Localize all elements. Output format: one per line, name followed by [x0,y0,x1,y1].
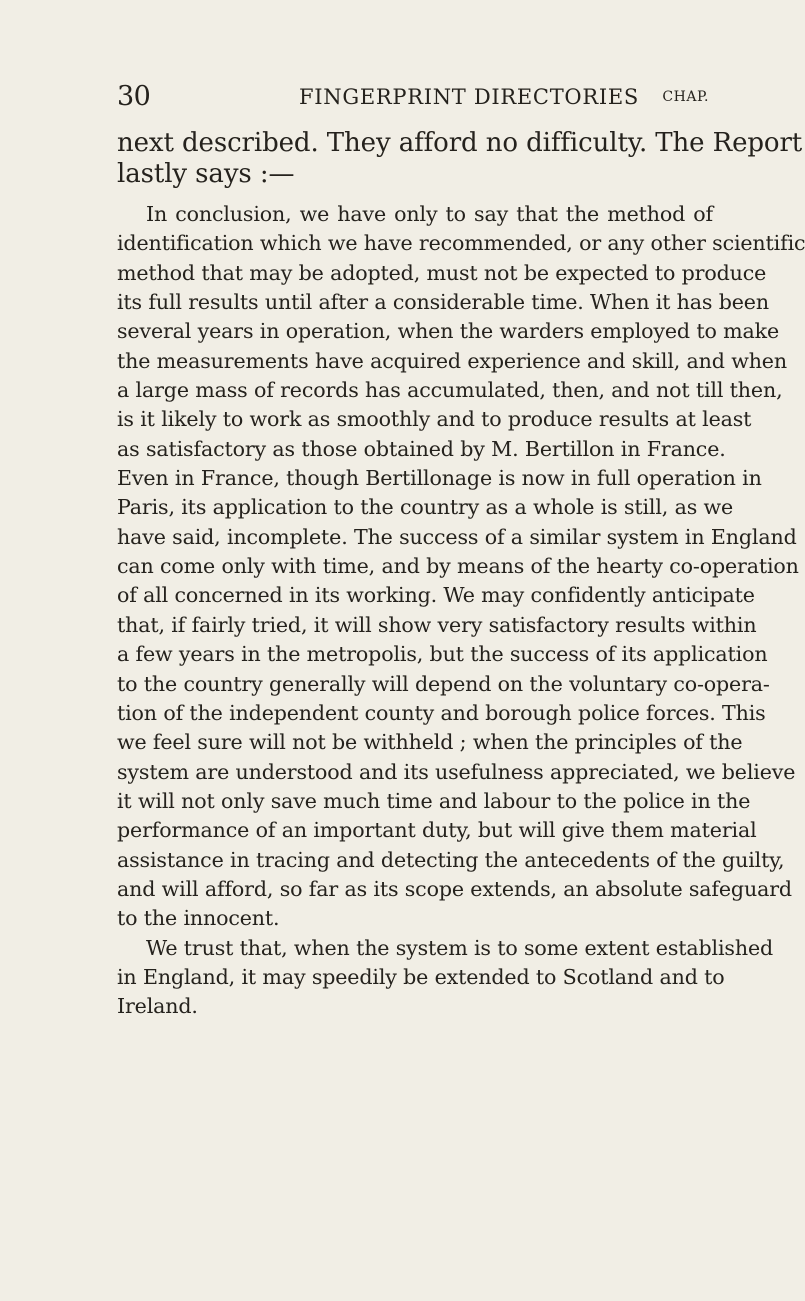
page-number: 30 [117,81,151,112]
quote-line: system are understood and its usefulness appreciated, we believe [117,759,796,784]
quote-line: that, if fairly tried, it will show very satisfactory results within [117,612,757,637]
quote-line: of all concerned in its working. We may confidently anticipate [117,583,755,608]
quote-line: we feel sure will not be withheld ; when the principles of the [117,730,743,755]
quote-line: performance of an important duty, but will give them material [117,818,757,843]
quote-line: can come only with time, and by means of the hearty co-operation [117,554,799,579]
lead-line: lastly says :— [117,159,295,189]
quoted-report-text [117,200,805,1022]
quote-line: In conclusion, we have only to say that the method of [146,202,713,226]
quote-line: Paris, its application to the country as a whole is still, as we [117,495,734,520]
quote-line: assistance in tracing and detecting the antecedents of the guilty, [117,847,785,872]
quote-line: to the innocent. [117,906,280,931]
quote-line: as satisfactory as those obtained by M. Bertillon in France. [117,436,726,461]
quote-line: tion of the independent county and borough police forces. This [117,700,766,725]
quote-line: it will not only save much time and labour to the police in the [117,788,751,813]
quote-line: in England, it may speedily be extended to Scotland and to [117,964,725,989]
quote-line: We trust that, when the system is to some extent established [146,935,774,960]
quote-line: several years in operation, when the warders employed to make [117,319,780,344]
quote-line: is it likely to work as smoothly and to produce results at least [117,407,752,432]
quote-line: a large mass of records has accumulated, then, and not till then, [117,378,783,403]
quote-line: the measurements have acquired experience and skill, and when [117,348,787,373]
quote-line: method that may be adopted, must not be expected to produce [117,260,767,285]
quote-line: identification which we have recommended, or any other scientific [117,231,805,256]
quote-line: have said, incomplete. The success of a similar system in England [117,524,797,549]
quote-line: a few years in the metropolis, but the success of its application [117,642,768,667]
lead-line: next described. They afford no difficulty. The Report [117,128,803,158]
running-header [117,80,709,114]
lead-paragraph [117,128,803,190]
quote-line: and will afford, so far as its scope extends, an absolute safeguard [117,876,792,901]
running-title: FINGERPRINT DIRECTORIES [299,85,639,109]
quote-line: Even in France, though Bertillonage is now in full operation in [117,466,762,491]
chapter-label: CHAP. [662,89,709,105]
quote-line: to the country generally will depend on the voluntary co-opera- [117,671,770,696]
quote-line: its full results until after a considerable time. When it has been [117,290,769,315]
quote-line: Ireland. [117,994,198,1019]
